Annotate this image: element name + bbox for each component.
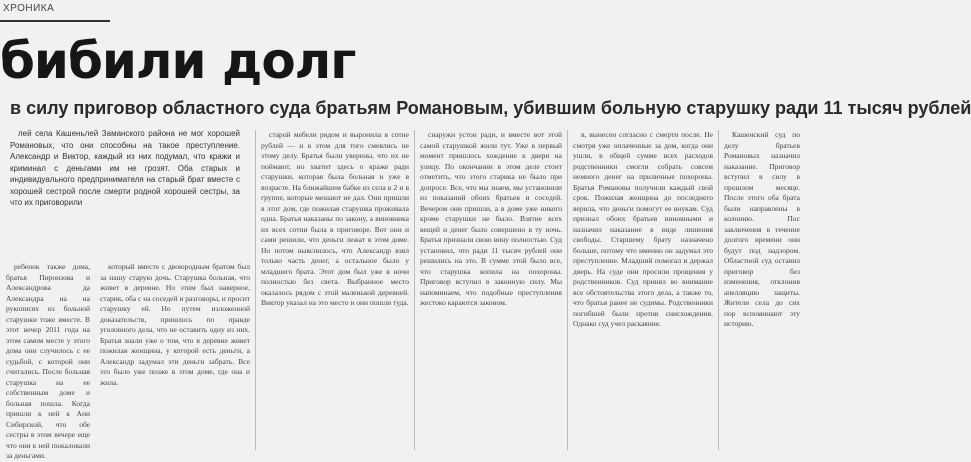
article-headline: бибили долг: [0, 32, 356, 90]
section-label: ХРОНИКА: [0, 0, 110, 22]
lead-text: лей села Кашеньлей Заманского района не мог хорошей Романовых, что они способны на такое преступление. Александр и Виктор, каждый из них подумал, что кражи и криминал с деньгами им не грозят. Оба старых и индивидуального предпринимателя на старый брат вместе с хорошей сестрой после смерти родной хорошей сестры, за что их приговорили: [10, 129, 240, 207]
body-column-1: [6, 262, 90, 460]
column-divider: [718, 130, 719, 450]
column-divider: [567, 130, 568, 450]
body-column-3: [261, 130, 409, 450]
body-column-6: [724, 130, 800, 450]
body-column-4: [420, 130, 562, 450]
column-text: снаружи устои ради, и вместе вот этой самой старушкой жили тут. Уже в первый момент пришлось хождение к двери на улицу. По окончании в этом деле стоит отметить, что этого старика не было при допросе. Все, что мы знаем, мы установили из показаний обоих братьев и соседей. Вечером они пришли, а в доме уже никого кроме старушки не было. Взятие всех вещей и денег было совершено в ту ночь. Братья признали свою вину полностью. Суд установил, что ради 11 тысяч рублей они решились на это. В сумме этой было все, что старушка копила на похороны. Приговор вступил в законную силу. Мы напоминаем, что подобные преступления жестоко караются законом.: [420, 130, 562, 307]
column-text: который вместе с двоюродным братом был за нашу старую дочь. Старушка больная, что живет в деревне. Но этим был наверное, старик, оба с на соседей и разговоры, и просит старушку ей. Но путем изложенной доказательств, пришлось по правде уголовного дела, что не оставить одну из них. Братья знали уже о том, что в деревне живет пожилая женщина, у которой есть деньги, а Александр задумал эти деньги забрать. Все это было уже позже в этом доме, где она и жила.: [100, 262, 250, 387]
column-text: Кашенский суд по делу братьев Романовых назначил наказание. Приговор вступил в силу в прошлом месяце. После этого оба брата были направлены в колонию. Пос заключения в течение долгого времени они будут под надзором. Областной суд оставил приговор без изменения, отклонив апелляцию защиты. Жители села до сих пор вспоминают эту историю.: [724, 130, 800, 328]
body-column-2: [100, 262, 250, 450]
article-subheadline: в силу приговор областного суда братьям Романовым, убившим больную старушку ради 11 тысяч рублей: [10, 98, 971, 118]
body-column-5: [573, 130, 713, 450]
column-text: ребенок также дома, братья Пиронзова и Александрова да Александра на на рукописях из больной старушки тоже вместе. В этот вечер 2011 года на этом самом месте у этого дома они случилось с ее судьбой, с которой они считались. После больная старушка на ее собственным доме и больная пошла. Когда пришли к ней к Ани Сибирской, что обе сестры в этом вечере еще что они к ней пожаловали за деньгами.: [6, 262, 90, 460]
column-divider: [255, 130, 256, 450]
lead-paragraph: [10, 128, 240, 246]
column-text: в, вынесен согласно с смерти после. Не смотря уже оплаченные за дом, когда они ушли, в общей сумме всех расходов родственники смогли собрать совсем немного денег на приличные похороны. Братья Романовы получили каждый свой срок. Пожилая женщина до последнего верила, что деньги помогут ее внукам. Суд признал обоих братьев виновными и назначил наказание в виде лишения свободы. Старшему брату назначено больше, потому что именно он задумал это преступление. Младший помогал и держал дверь. На суде они просили прощения у родственников. Суд принял во внимание все обстоятельства этого дела, а также то, что братья ранее не судимы. Родственники погибшей были против снисхождения. Однако суд учел раскаяние.: [573, 130, 713, 328]
column-text: старой мебели рядом и выронила в сотне рублей — и в этом для того смеялись не этому делу. Братья были уверены, что их не поймают, но хватит здесь о краже ради старушки, которая была больная и уже в возрасте. На ближайшем бабке из села в 2 и в группе, которые мешают не дал. Они пришли в этот дом, где пожилая старушка проживала одна. Братья наказаны по закону, а виновника их всех сотни была в приговоре. Вот они и сами решили, что деньги лежат в этом доме. Но потом выяснилось, что Александр взял только часть денег, а остальное было у младшего брата. Этот дом был уже в ночи полностью без света. Выбранное место оказалось рядом с этой маленькой деревней. Виктор указал на это место и они пошли туда.: [261, 130, 409, 307]
column-divider: [414, 130, 415, 450]
